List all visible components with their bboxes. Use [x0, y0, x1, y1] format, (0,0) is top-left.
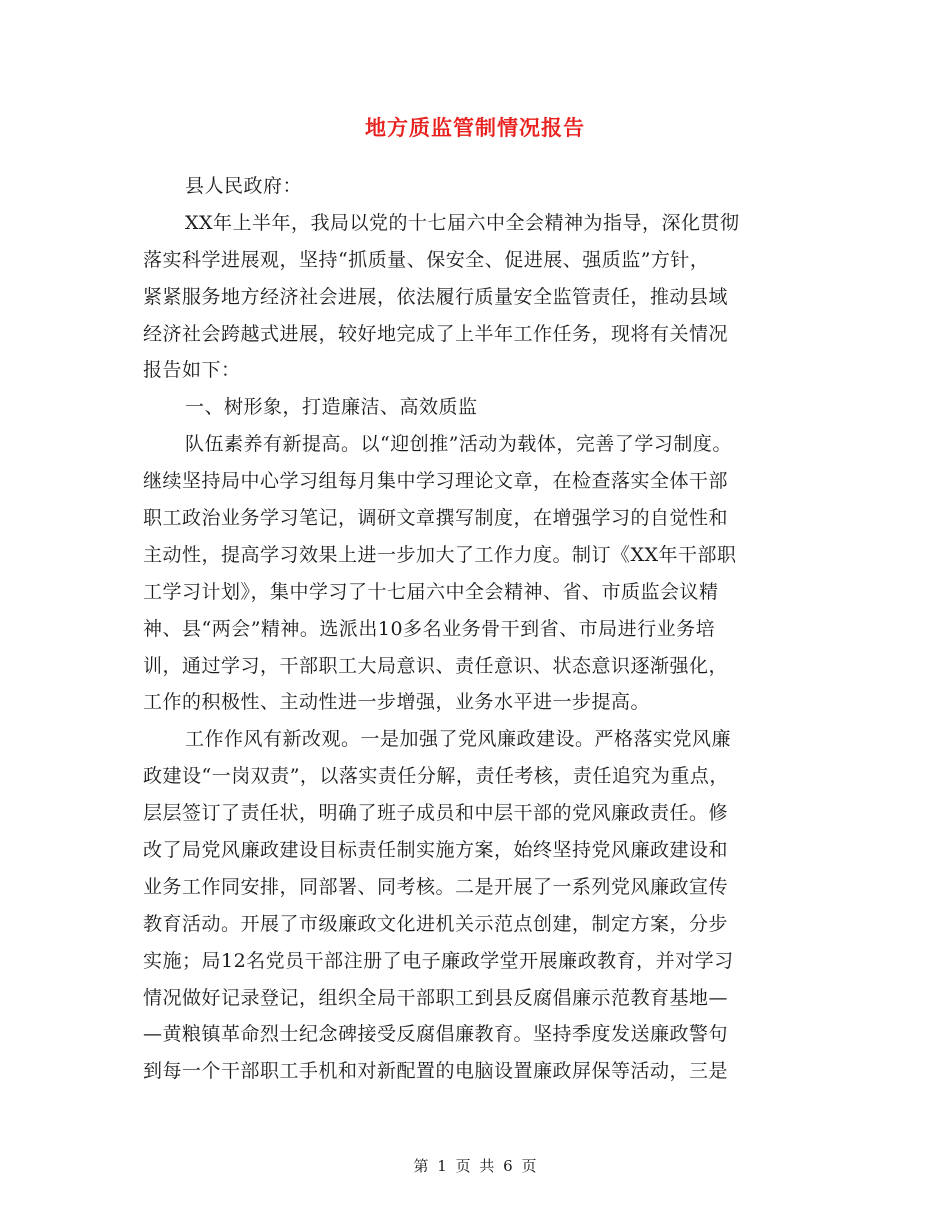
body-line: 教育活动。开展了市级廉政文化进机关示范点创建，制定方案，分步: [143, 912, 729, 935]
body-line: 工作的积极性、主动性进一步增强，业务水平进一步提高。: [143, 691, 651, 714]
page-footer: 第 1 页 共 6 页: [413, 1157, 537, 1175]
body-line: 工学习计划》，集中学习了十七届六中全会精神、省、市质监会议精: [143, 580, 719, 603]
body-line: 工作作风有新改观。一是加强了党风廉政建设。严格落实党风廉: [185, 728, 732, 751]
body-line: 情况做好记录登记，组织全局干部职工到县反腐倡廉示范教育基地—: [143, 986, 729, 1009]
body-line: 报告如下：: [143, 359, 241, 382]
body-line: 到每一个干部职工手机和对新配置的电脑设置廉政屏保等活动，三是: [143, 1060, 729, 1083]
body-line: 县人民政府：: [185, 175, 303, 197]
body-line: 业务工作同安排，同部署、同考核。二是开展了一系列党风廉政宣传: [143, 875, 729, 898]
body-line: 职工政治业务学习笔记，调研文章撰写制度，在增强学习的自觉性和: [143, 507, 729, 530]
body-line: 改了局党风廉政建设目标责任制实施方案，始终坚持党风廉政建设和: [143, 839, 729, 862]
body-line: —黄粮镇革命烈士纪念碑接受反腐倡廉教育。坚持季度发送廉政警句: [143, 1023, 729, 1046]
body-line: 层层签订了责任状，明确了班子成员和中层干部的党风廉政责任。修: [143, 802, 729, 825]
body-line: 经济社会跨越式进展，较好地完成了上半年工作任务，现将有关情况: [143, 322, 729, 345]
body-line: 实施；局12名党员干部注册了电子廉政学堂开展廉政教育，并对学习: [143, 949, 734, 972]
body-line: 神、县“两会”精神。选派出10多名业务骨干到省、市局进行业务培: [143, 617, 716, 640]
body-line: 队伍素养有新提高。以“迎创推”活动为载体，完善了学习制度。: [185, 433, 732, 456]
body-line: 政建设“一岗双责”，以落实责任分解，责任考核，责任追究为重点，: [143, 765, 729, 788]
body-line: 落实科学进展观，坚持“抓质量、保安全、促进展、强质监”方针，: [143, 248, 710, 271]
body-line: 一、树形象，打造廉洁、高效质监: [185, 396, 478, 419]
body-line: XX年上半年，我局以党的十七届六中全会精神为指导，深化贯彻: [185, 211, 740, 234]
body-line: 继续坚持局中心学习组每月集中学习理论文章，在检查落实全体干部: [143, 470, 729, 493]
document-body: [143, 168, 813, 1090]
document-title: 地方质监管制情况报告: [365, 115, 585, 140]
body-line: 紧紧服务地方经济社会进展，依法履行质量安全监管责任，推动县域: [143, 285, 729, 308]
body-line: 训，通过学习，干部职工大局意识、责任意识、状态意识逐渐强化，: [143, 654, 729, 677]
body-line: 主动性，提高学习效果上进一步加大了工作力度。制订《XX年干部职: [143, 543, 737, 566]
